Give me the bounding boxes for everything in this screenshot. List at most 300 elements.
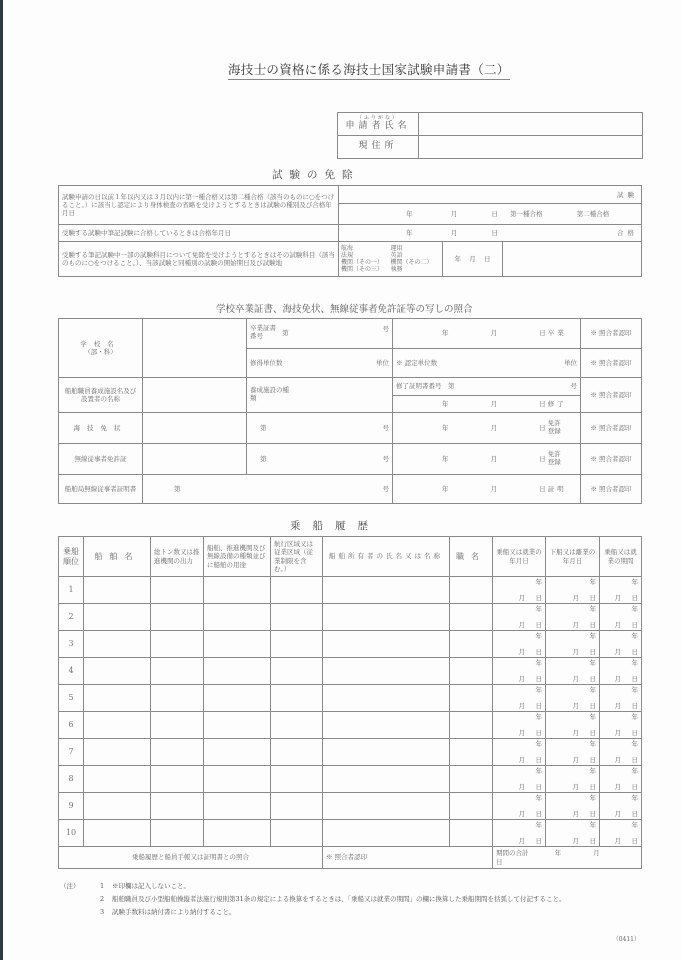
year-label: 年 xyxy=(442,329,449,338)
ship-type-field[interactable] xyxy=(204,739,271,766)
school-label-text: 学校名 xyxy=(80,339,121,348)
certificates-heading: 学校卒業証書、海技免状、無線従事者免許証等の写しの照合 xyxy=(216,304,473,315)
ship-type-field[interactable] xyxy=(204,793,271,820)
year-label: 年 xyxy=(589,659,596,667)
month-label: 月 xyxy=(572,674,579,683)
training-kind-field[interactable] xyxy=(247,378,393,413)
note-text: 試験手数料は納付書により納付すること。 xyxy=(112,908,236,916)
tonnage-field[interactable] xyxy=(151,766,204,793)
period-field[interactable] xyxy=(600,658,642,685)
exemption-table xyxy=(58,185,642,277)
year-label: 年 xyxy=(454,254,461,263)
day-label: 日 xyxy=(539,399,546,408)
month-label: 月 xyxy=(614,620,621,629)
history-row xyxy=(59,739,642,766)
note-item xyxy=(60,906,566,919)
radio-license-date-field[interactable] xyxy=(393,444,581,475)
disembark-date-field[interactable] xyxy=(546,712,600,739)
year-label: 年 xyxy=(535,632,542,640)
ship-type-field[interactable] xyxy=(204,685,271,712)
navigation-area-field[interactable] xyxy=(271,631,323,658)
col-boarding-date: 乗船又は就業の年月日 xyxy=(493,537,546,577)
period-field[interactable] xyxy=(600,712,642,739)
exam-suffix: 試験 xyxy=(617,190,638,199)
ship-name-field[interactable] xyxy=(84,739,151,766)
day-label: 日 xyxy=(535,593,542,602)
month-label: 月 xyxy=(490,399,498,408)
day-label: 日 xyxy=(631,674,638,683)
note-item xyxy=(60,893,566,906)
school-name-field[interactable] xyxy=(143,319,247,378)
form-code: （0411） xyxy=(612,936,640,943)
stamp-training: ※ 照合者認印 xyxy=(581,378,642,413)
month-label: 月 xyxy=(490,484,498,493)
col-position: 職名 xyxy=(450,537,493,577)
period-field[interactable] xyxy=(600,685,642,712)
year-label: 年 xyxy=(406,210,413,219)
period-field[interactable] xyxy=(600,739,642,766)
year-label: 年 xyxy=(442,424,449,432)
year-label: 年 xyxy=(589,686,596,694)
day-label: 日 xyxy=(631,620,638,629)
day-label: 日 xyxy=(535,701,542,710)
month-label: 月 xyxy=(572,782,579,791)
day-label: 日 xyxy=(589,728,596,737)
period-field[interactable] xyxy=(600,820,642,847)
year-label: 年 xyxy=(589,794,596,802)
year-label: 年 xyxy=(589,821,596,829)
row-order-number: 5 xyxy=(59,685,84,712)
school-name-label xyxy=(59,319,143,378)
tonnage-field[interactable] xyxy=(151,712,204,739)
day-label: 日 xyxy=(539,455,546,463)
applicant-address-label: 現住所 xyxy=(338,136,419,159)
year-label: 年 xyxy=(535,740,542,748)
year-label: 年 xyxy=(535,821,542,829)
month-label: 月 xyxy=(572,647,579,656)
history-row xyxy=(59,712,642,739)
stamp-radio-cert: ※ 照合者認印 xyxy=(581,475,642,504)
year-label: 年 xyxy=(631,767,638,775)
day-label: 日 xyxy=(539,484,546,493)
exemption-row1-exam-field[interactable] xyxy=(339,186,642,204)
row-order-number: 1 xyxy=(59,577,84,604)
boarding-history-table xyxy=(58,536,642,869)
completion-date-field[interactable] xyxy=(393,395,581,413)
exempt-subjects xyxy=(339,242,443,277)
year-label: 年 xyxy=(589,713,596,721)
month-label: 月 xyxy=(490,329,498,338)
ship-name-field[interactable] xyxy=(84,793,151,820)
license-label: 海技免状 xyxy=(59,413,143,444)
month-label: 月 xyxy=(593,849,600,858)
month-label: 月 xyxy=(614,755,621,764)
exemption-row2-description: 受験する試験中筆記試験に合格しているときは合格年月日 xyxy=(59,225,339,242)
exemption-row1-date-field[interactable] xyxy=(339,204,642,225)
training-kind-label: 養成施設の種類 xyxy=(250,386,289,402)
second-class-pass-option[interactable]: 第二種合格 xyxy=(576,210,610,219)
month-label: 月 xyxy=(572,620,579,629)
certificates-table xyxy=(58,318,642,504)
applicant-name-field[interactable] xyxy=(419,113,643,136)
position-field[interactable] xyxy=(450,793,493,820)
day-label: 日 xyxy=(589,755,596,764)
col-disembark-date: 下船又は離業の年月日 xyxy=(546,537,600,577)
owner-field[interactable] xyxy=(323,685,450,712)
position-field[interactable] xyxy=(450,577,493,604)
exemption-row3-place-field[interactable] xyxy=(503,242,642,277)
year-label: 年 xyxy=(535,713,542,721)
ship-type-field[interactable] xyxy=(204,577,271,604)
history-row xyxy=(59,577,642,604)
history-row xyxy=(59,685,642,712)
owner-field[interactable] xyxy=(323,577,450,604)
tonnage-field[interactable] xyxy=(151,631,204,658)
notes xyxy=(60,880,566,919)
boarding-date-field[interactable] xyxy=(493,685,546,712)
month-label: 月 xyxy=(518,782,525,791)
month-label: 月 xyxy=(518,674,525,683)
boarding-date-field[interactable] xyxy=(493,820,546,847)
history-row xyxy=(59,766,642,793)
total-period-field[interactable] xyxy=(493,847,642,869)
ship-type-field[interactable] xyxy=(204,766,271,793)
owner-field[interactable] xyxy=(323,793,450,820)
radio-cert-suffix: 証明 xyxy=(547,484,567,493)
radio-cert-label: 船舶局無線従事者証明書 xyxy=(59,475,143,504)
row-order-number: 4 xyxy=(59,658,84,685)
owner-field[interactable] xyxy=(323,739,450,766)
month-label: 月 xyxy=(518,809,525,818)
year-label: 年 xyxy=(589,632,596,640)
subject-engine-1[interactable]: 機関（その一） xyxy=(341,259,384,266)
disembark-date-field[interactable] xyxy=(546,820,600,847)
history-check-stamp: ※ 照合者認印 xyxy=(323,847,493,869)
row-order-number: 9 xyxy=(59,793,84,820)
stamp-radio-license: ※ 照合者認印 xyxy=(581,444,642,475)
row-order-number: 10 xyxy=(59,820,84,847)
day-label: 日 xyxy=(535,647,542,656)
history-footer-row xyxy=(59,847,642,869)
year-label: 年 xyxy=(589,578,596,586)
navigation-area-field[interactable] xyxy=(271,766,323,793)
disembark-date-field[interactable] xyxy=(546,658,600,685)
radio-suffix-top: 免許 xyxy=(547,450,561,459)
position-field[interactable] xyxy=(450,685,493,712)
ship-type-field[interactable] xyxy=(204,820,271,847)
col-navigation-area: 航行区域又は従業区域（従業制限を含む。） xyxy=(271,537,323,577)
year-label: 年 xyxy=(631,659,638,667)
graduation-suffix: 卒業 xyxy=(547,329,567,338)
stamp-credits: ※ 照合者認印 xyxy=(581,348,642,378)
exemption-row3-date-field[interactable] xyxy=(443,242,503,277)
navigation-area-field[interactable] xyxy=(271,820,323,847)
month-label: 月 xyxy=(614,728,621,737)
training-facility-label: 船舶職員養成施設名及び設置者の名称 xyxy=(59,378,143,413)
day-label: 日 xyxy=(539,424,546,432)
month-label: 月 xyxy=(572,836,579,845)
col-tonnage: 総トン数又は推進機関の出力 xyxy=(151,537,204,577)
boarding-date-field[interactable] xyxy=(493,793,546,820)
tonnage-field[interactable] xyxy=(151,658,204,685)
ship-name-field[interactable] xyxy=(84,631,151,658)
position-field[interactable] xyxy=(450,631,493,658)
school-sublabel: （部・科） xyxy=(84,348,117,356)
dai-label: 第 xyxy=(174,484,181,493)
tonnage-field[interactable] xyxy=(151,793,204,820)
year-label: 年 xyxy=(631,632,638,640)
position-field[interactable] xyxy=(450,658,493,685)
day-label: 日 xyxy=(589,620,596,629)
year-label: 年 xyxy=(535,659,542,667)
subject-navigation[interactable]: 航海 xyxy=(341,244,354,252)
history-row xyxy=(59,820,642,847)
position-field[interactable] xyxy=(450,820,493,847)
tonnage-field[interactable] xyxy=(151,739,204,766)
ship-name-field[interactable] xyxy=(84,820,151,847)
subject-operation[interactable]: 運用 xyxy=(390,244,403,252)
tonnage-field[interactable] xyxy=(151,604,204,631)
approved-credits-field[interactable] xyxy=(393,348,581,378)
ship-name-field[interactable] xyxy=(84,604,151,631)
period-field[interactable] xyxy=(600,793,642,820)
history-header-row xyxy=(59,537,642,577)
license-date-field[interactable] xyxy=(393,413,581,444)
history-check-label: 乗船履歴と船員手帳又は証明書との照合 xyxy=(59,847,323,869)
month-label: 月 xyxy=(572,728,579,737)
month-label: 月 xyxy=(614,674,621,683)
history-row xyxy=(59,631,642,658)
navigation-area-field[interactable] xyxy=(271,793,323,820)
boarding-date-field[interactable] xyxy=(493,712,546,739)
owner-field[interactable] xyxy=(323,658,450,685)
year-label: 年 xyxy=(535,767,542,775)
row-order-number: 2 xyxy=(59,604,84,631)
approved-credits-label: ※ 認定単位数 xyxy=(396,358,438,367)
subject-regulations[interactable]: 法規 xyxy=(341,251,354,259)
boarding-date-field[interactable] xyxy=(493,739,546,766)
training-facility-field[interactable] xyxy=(143,378,247,413)
day-label: 日 xyxy=(631,755,638,764)
furigana-label: （ふりがな） xyxy=(356,114,399,121)
pass-suffix: 合格 xyxy=(617,228,638,237)
position-field[interactable] xyxy=(450,604,493,631)
radio-cert-number-field[interactable] xyxy=(143,475,393,504)
dai-label: 第 xyxy=(260,423,267,432)
year-label: 年 xyxy=(631,794,638,802)
day-label: 日 xyxy=(589,782,596,791)
disembark-date-field[interactable] xyxy=(546,739,600,766)
day-label: 日 xyxy=(535,728,542,737)
subject-engine-3[interactable]: 機関（その三） xyxy=(341,266,384,274)
ship-type-field[interactable] xyxy=(204,631,271,658)
history-row xyxy=(59,658,642,685)
applicant-name-label xyxy=(338,113,419,136)
navigation-area-field[interactable] xyxy=(271,658,323,685)
day-label: 日 xyxy=(631,728,638,737)
license-number-field[interactable] xyxy=(247,413,393,444)
disembark-date-field[interactable] xyxy=(546,577,600,604)
day-label: 日 xyxy=(491,228,498,237)
day-label: 日 xyxy=(535,674,542,683)
ship-type-field[interactable] xyxy=(204,712,271,739)
navigation-area-field[interactable] xyxy=(271,685,323,712)
day-label: 日 xyxy=(589,593,596,602)
day-label: 日 xyxy=(631,836,638,845)
day-label: 日 xyxy=(631,809,638,818)
subject-english[interactable]: 英語 xyxy=(390,251,403,259)
period-field[interactable] xyxy=(600,604,642,631)
row-order-number: 6 xyxy=(59,712,84,739)
period-field[interactable] xyxy=(600,631,642,658)
radio-suffix-bottom: 登録 xyxy=(547,458,561,466)
radio-license-number-field[interactable] xyxy=(247,444,393,475)
owner-field[interactable] xyxy=(323,631,450,658)
credits-unit: 単位 xyxy=(376,358,389,367)
day-label: 日 xyxy=(496,857,503,866)
boarding-date-field[interactable] xyxy=(493,766,546,793)
exemption-row3-description: 受験する筆記試験中一部の試験科目について免除を受けようとするときはその試験科目（該当のものに○をつけること。）、当該試験と同種別の試験の開始期日及び試験地 xyxy=(59,242,339,277)
radio-license-label: 無線従事者免許証 xyxy=(59,444,143,475)
ship-type-field[interactable] xyxy=(204,658,271,685)
window-edge xyxy=(0,0,3,960)
month-label: 月 xyxy=(614,809,621,818)
row-order-number: 7 xyxy=(59,739,84,766)
exemption-row2-date-field[interactable] xyxy=(339,225,642,242)
ship-name-field[interactable] xyxy=(84,766,151,793)
day-label: 日 xyxy=(491,210,498,219)
radio-license-field[interactable] xyxy=(143,444,247,475)
dai-label: 第 xyxy=(282,329,289,338)
disembark-date-field[interactable] xyxy=(546,631,600,658)
first-class-pass-option[interactable]: 第一種合格 xyxy=(510,210,543,219)
month-label: 月 xyxy=(518,836,525,845)
radio-cert-date-field[interactable] xyxy=(393,475,581,504)
year-label: 年 xyxy=(631,821,638,829)
grad-cert-no-label: 卒業証書番号 xyxy=(250,324,276,341)
month-label: 月 xyxy=(572,701,579,710)
navigation-area-field[interactable] xyxy=(271,577,323,604)
license-suffix-top: 免許 xyxy=(547,419,561,428)
year-label: 年 xyxy=(631,740,638,748)
position-field[interactable] xyxy=(450,739,493,766)
day-label: 日 xyxy=(589,674,596,683)
day-label: 日 xyxy=(535,782,542,791)
year-label: 年 xyxy=(535,686,542,694)
history-row xyxy=(59,604,642,631)
boarding-date-field[interactable] xyxy=(493,631,546,658)
total-period-label: 期間の合計 xyxy=(496,849,529,858)
position-field[interactable] xyxy=(450,766,493,793)
col-owner: 船舶所有者の氏名又は名称 xyxy=(323,537,450,577)
day-label: 日 xyxy=(589,701,596,710)
go-label: 号 xyxy=(382,423,389,432)
go-label: 号 xyxy=(382,484,389,493)
tonnage-field[interactable] xyxy=(151,820,204,847)
month-label: 月 xyxy=(572,755,579,764)
day-label: 日 xyxy=(589,809,596,818)
period-field[interactable] xyxy=(600,577,642,604)
completion-suffix: 修了 xyxy=(547,399,567,408)
year-label: 年 xyxy=(535,794,542,802)
subject-duties[interactable]: 執務 xyxy=(390,266,403,274)
row-order-number: 8 xyxy=(59,766,84,793)
navigation-area-field[interactable] xyxy=(271,604,323,631)
month-label: 月 xyxy=(572,593,579,602)
owner-field[interactable] xyxy=(323,604,450,631)
owner-field[interactable] xyxy=(323,820,450,847)
month-label: 月 xyxy=(450,210,458,219)
disembark-date-field[interactable] xyxy=(546,766,600,793)
ship-name-field[interactable] xyxy=(84,658,151,685)
graduation-cert-number-field[interactable] xyxy=(247,319,393,349)
license-suffix-bottom: 登録 xyxy=(547,427,561,435)
day-label: 日 xyxy=(631,593,638,602)
credits-earned-label: 修得単位数 xyxy=(250,358,283,367)
ship-name-field[interactable] xyxy=(84,577,151,604)
boarding-date-field[interactable] xyxy=(493,577,546,604)
completion-cert-no-label: 修了証明書番号 第 xyxy=(396,382,455,391)
tonnage-field[interactable] xyxy=(151,685,204,712)
year-label: 年 xyxy=(442,399,449,408)
month-label: 月 xyxy=(518,701,525,710)
note-number: 2 xyxy=(100,895,105,903)
col-ship-type: 船舶、推進機関及び無線設備の種類並びに船舶の用途 xyxy=(204,537,271,577)
owner-field[interactable] xyxy=(323,766,450,793)
boarding-date-field[interactable] xyxy=(493,604,546,631)
col-period: 乗船又は就業の期間 xyxy=(600,537,642,577)
graduation-date-field[interactable] xyxy=(393,319,581,349)
boarding-date-field[interactable] xyxy=(493,658,546,685)
year-label: 年 xyxy=(535,605,542,613)
position-field[interactable] xyxy=(450,712,493,739)
navigation-area-field[interactable] xyxy=(271,739,323,766)
day-label: 日 xyxy=(484,254,491,263)
ship-type-field[interactable] xyxy=(204,604,271,631)
disembark-date-field[interactable] xyxy=(546,604,600,631)
credits-earned-field[interactable] xyxy=(247,348,393,378)
ship-name-field[interactable] xyxy=(84,685,151,712)
year-label: 年 xyxy=(442,484,449,493)
ship-name-field[interactable] xyxy=(84,712,151,739)
disembark-date-field[interactable] xyxy=(546,793,600,820)
month-label: 月 xyxy=(572,809,579,818)
period-field[interactable] xyxy=(600,766,642,793)
day-label: 日 xyxy=(535,809,542,818)
year-label: 年 xyxy=(631,605,638,613)
note-item xyxy=(60,880,566,893)
month-label: 月 xyxy=(614,836,621,845)
year-label: 年 xyxy=(631,713,638,721)
navigation-area-field[interactable] xyxy=(271,712,323,739)
tonnage-field[interactable] xyxy=(151,577,204,604)
year-label: 年 xyxy=(631,578,638,586)
month-label: 月 xyxy=(614,782,621,791)
completion-cert-number-field[interactable] xyxy=(393,378,581,396)
go-label: 号 xyxy=(382,325,389,334)
month-label: 月 xyxy=(518,755,525,764)
year-label: 年 xyxy=(442,455,449,463)
applicant-table xyxy=(337,112,643,159)
license-field[interactable] xyxy=(143,413,247,444)
col-order: 乗船順位 xyxy=(59,537,84,577)
disembark-date-field[interactable] xyxy=(546,685,600,712)
day-label: 日 xyxy=(539,329,546,338)
subject-engine-2[interactable]: 機関（その二） xyxy=(390,259,433,266)
applicant-address-field[interactable] xyxy=(419,136,643,159)
owner-field[interactable] xyxy=(323,712,450,739)
day-label: 日 xyxy=(631,647,638,656)
